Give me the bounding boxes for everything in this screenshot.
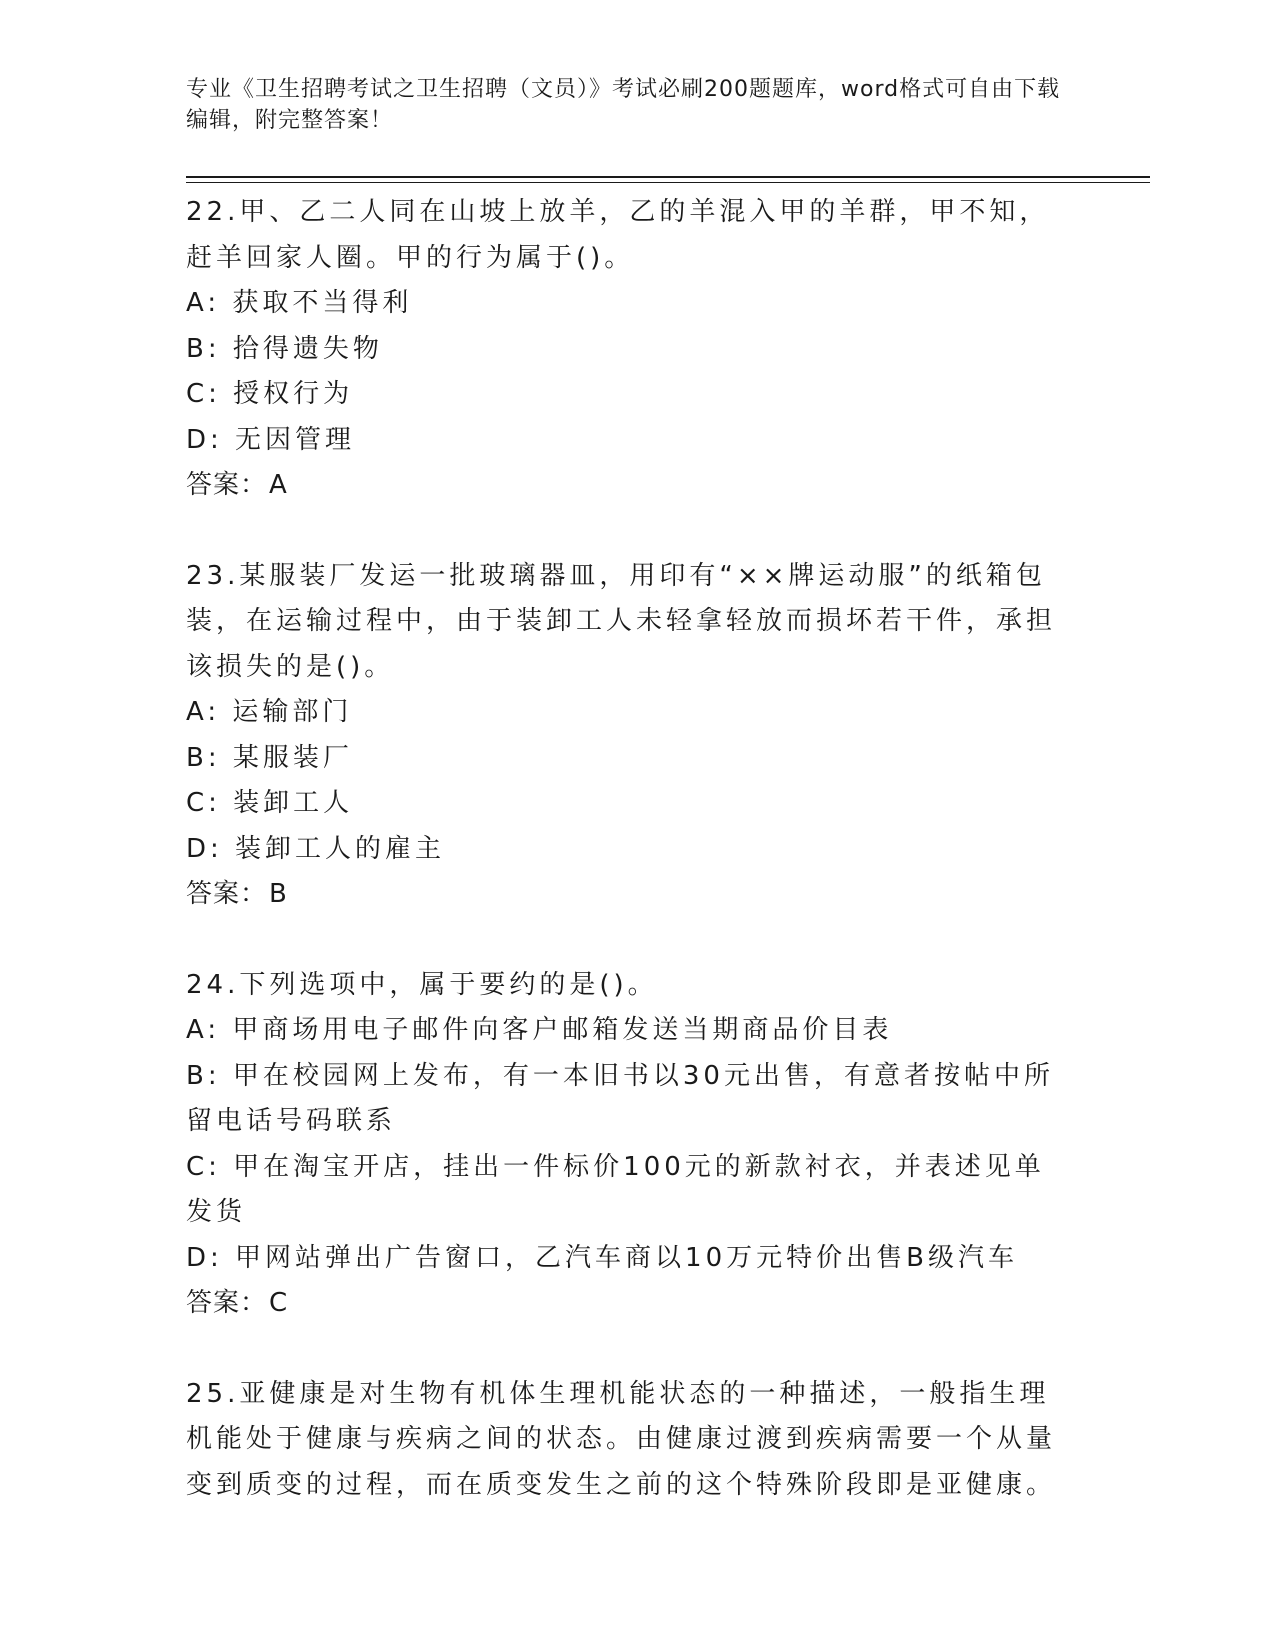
answer-label: 答案： — [186, 470, 268, 500]
question-24 — [186, 963, 1066, 1327]
option-a: A: 运输部门 — [186, 697, 353, 727]
option-c: C: 授权行为 — [186, 379, 354, 409]
question-stem: 23.某服装厂发运一批玻璃器皿，用印有“××牌运动服”的纸箱包装，在运输过程中，由于装卸工人未轻拿轻放而损坏若干件，承担该损失的是()。 — [186, 560, 1057, 682]
question-stem: 22.甲、乙二人同在山坡上放羊，乙的羊混入甲的羊群，甲不知，赶羊回家人圈。甲的行为属于()。 — [186, 197, 1050, 273]
option-b: B: 拾得遗失物 — [186, 333, 383, 364]
option-a: A: 甲商场用电子邮件向客户邮箱发送当期商品价目表 — [186, 1015, 893, 1045]
option-d: D: 甲网站弹出广告窗口，乙汽车商以10万元特价出售B级汽车 — [186, 1242, 1018, 1273]
answer-label: 答案： — [186, 1288, 268, 1318]
answer-line — [186, 1281, 1066, 1327]
option-c: C: 甲在淘宝开店，挂出一件标价100元的新款衬衣，并表述见单发货 — [186, 1151, 1045, 1227]
option-b: B: 某服装厂 — [186, 742, 353, 773]
answer-value: A — [269, 470, 288, 500]
document-header: 专业《卫生招聘考试之卫生招聘（文员）》考试必刷200题题库，word格式可自由下载编辑，附完整答案！ — [186, 77, 1061, 133]
option-a: A: 获取不当得利 — [186, 288, 413, 318]
answer-line — [186, 872, 1066, 918]
question-25 — [186, 1372, 1066, 1509]
header-divider-bottom — [186, 182, 1150, 183]
question-22 — [186, 190, 1066, 509]
answer-label: 答案： — [186, 879, 268, 909]
answer-value: C — [269, 1288, 289, 1318]
question-list — [186, 190, 1066, 1508]
option-c: C: 装卸工人 — [186, 788, 354, 818]
option-d: D: 无因管理 — [186, 424, 356, 455]
header-divider-top — [186, 176, 1150, 178]
option-b: B: 甲在校园网上发布，有一本旧书以30元出售，有意者按帖中所留电话号码联系 — [186, 1060, 1054, 1136]
question-stem: 25.亚健康是对生物有机体生理机能状态的一种描述，一般指生理机能处于健康与疾病之间的状态。由健康过渡到疾病需要一个从量变到质变的过程，而在质变发生之前的这个特殊阶段即是亚健康。 — [186, 1378, 1057, 1500]
answer-value: B — [269, 879, 288, 909]
option-d: D: 装卸工人的雇主 — [186, 833, 446, 864]
question-stem: 24.下列选项中，属于要约的是()。 — [186, 969, 658, 1000]
question-23 — [186, 554, 1066, 918]
answer-line — [186, 463, 1066, 509]
